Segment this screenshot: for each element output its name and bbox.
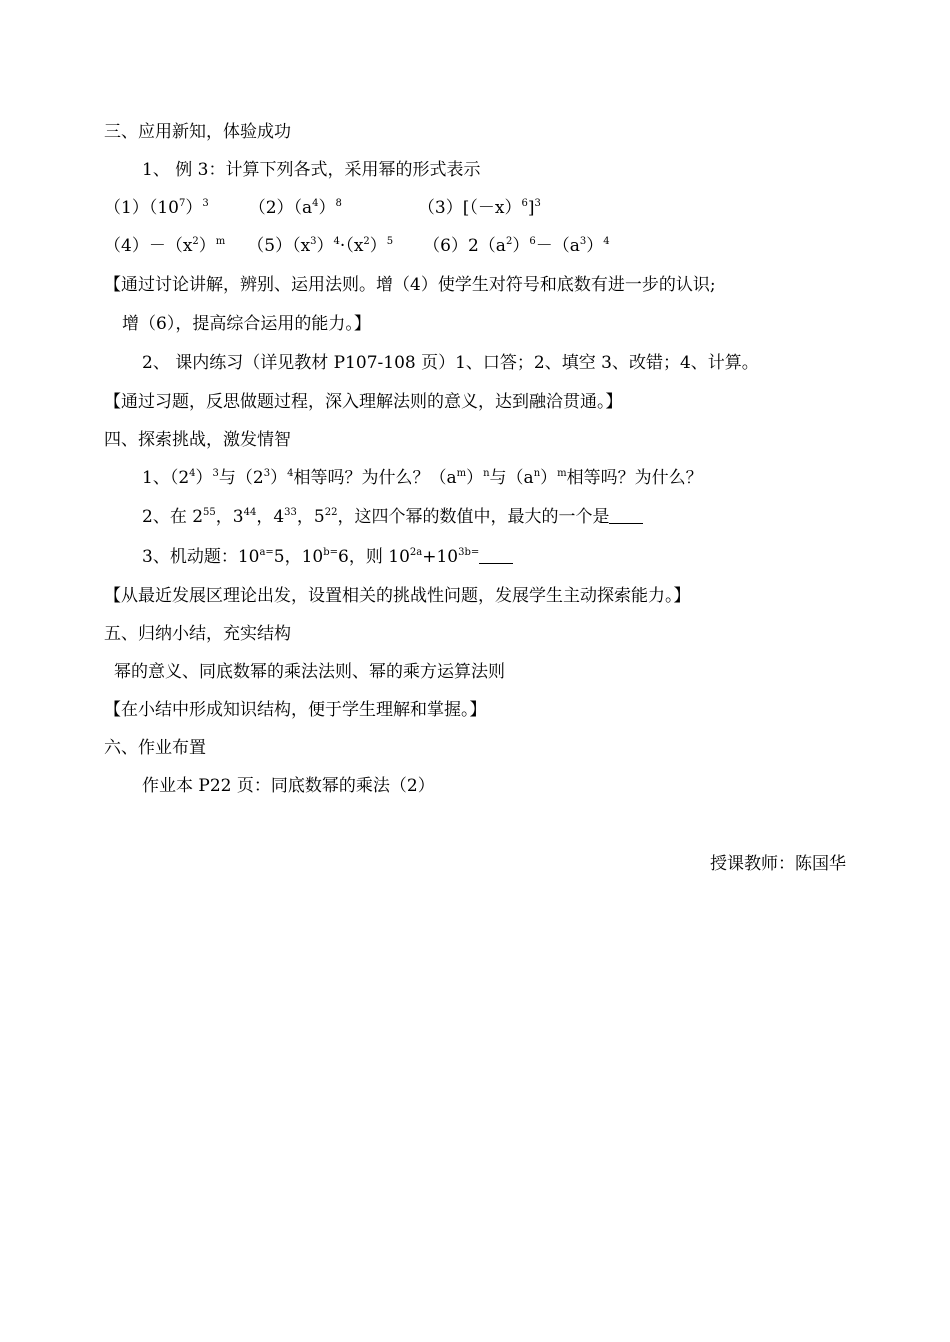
challenge-question-3: 3、机动题：$10^{a=}5$，$10^{b=}6$，则 $10^{2a}+10^{3b=}$ xyxy=(142,545,513,569)
section3-heading: 三、应用新知，体验成功 xyxy=(104,122,291,142)
answer-blank xyxy=(479,549,513,564)
challenge-question-2: 2、在 $2^{55}$，$3^{44}$，$4^{33}$，$5^{22}$，这四个幂的数值中，最大的一个是 xyxy=(142,505,643,529)
expression-5: $(5)(x^3)^4\cdot(x^2)^5$ xyxy=(247,236,394,256)
teaching-note-3: 【从最近发展区理论出发，设置相关的挑战性问题，发展学生主动探索能力。】 xyxy=(104,586,691,606)
expression-2: $(2)(a^4)^8$ xyxy=(248,198,342,218)
expression-4: $(4)-(x^2)^m$ xyxy=(104,236,226,256)
section4-heading: 四、探索挑战，激发情智 xyxy=(104,430,291,450)
section5-heading: 五、归纳小结，充实结构 xyxy=(104,624,291,644)
expression-3: $(3)[(-x)^6]^3$ xyxy=(417,198,541,218)
answer-blank xyxy=(609,509,643,524)
expression-row-2 xyxy=(104,234,610,258)
expression-row-1 xyxy=(104,196,541,220)
example-title: 1、 例 3：计算下列各式，采用幂的形式表示 xyxy=(142,160,481,180)
teaching-note-1-line-1: 【通过讨论讲解，辨别、运用法则。增（4）使学生对符号和底数有进一步的认识; xyxy=(104,275,716,295)
teaching-note-2: 【通过习题，反思做题过程，深入理解法则的意义，达到融洽贯通。】 xyxy=(104,392,623,412)
section6-heading: 六、作业布置 xyxy=(104,738,206,758)
expression-1: $(1)(10^7)^3$ xyxy=(104,198,209,218)
teaching-note-1-line-2: 增（6），提高综合运用的能力。】 xyxy=(122,314,371,334)
expression-6: $(6)2(a^2)^6-(a^3)^4$ xyxy=(423,236,610,256)
teacher-signature: 授课教师：陈国华 xyxy=(710,854,846,874)
summary-content: 幂的意义、同底数幂的乘法法则、幂的乘方运算法则 xyxy=(114,662,505,682)
challenge-question-1: 1、$(2^4)^3$与$(2^3)^4$相等吗？为什么？$(a^m)^n$与$(a^n)^m$相等吗？为什么？ xyxy=(142,468,703,488)
homework-content: 作业本 P22 页：同底数幂的乘法（2） xyxy=(142,776,435,796)
teaching-note-4: 【在小结中形成知识结构，便于学生理解和掌握。】 xyxy=(104,700,487,720)
practice-item: 2、 课内练习（详见教材 P107-108 页）1、口答；2、填空 3、改错；4、计算。 xyxy=(142,353,759,373)
